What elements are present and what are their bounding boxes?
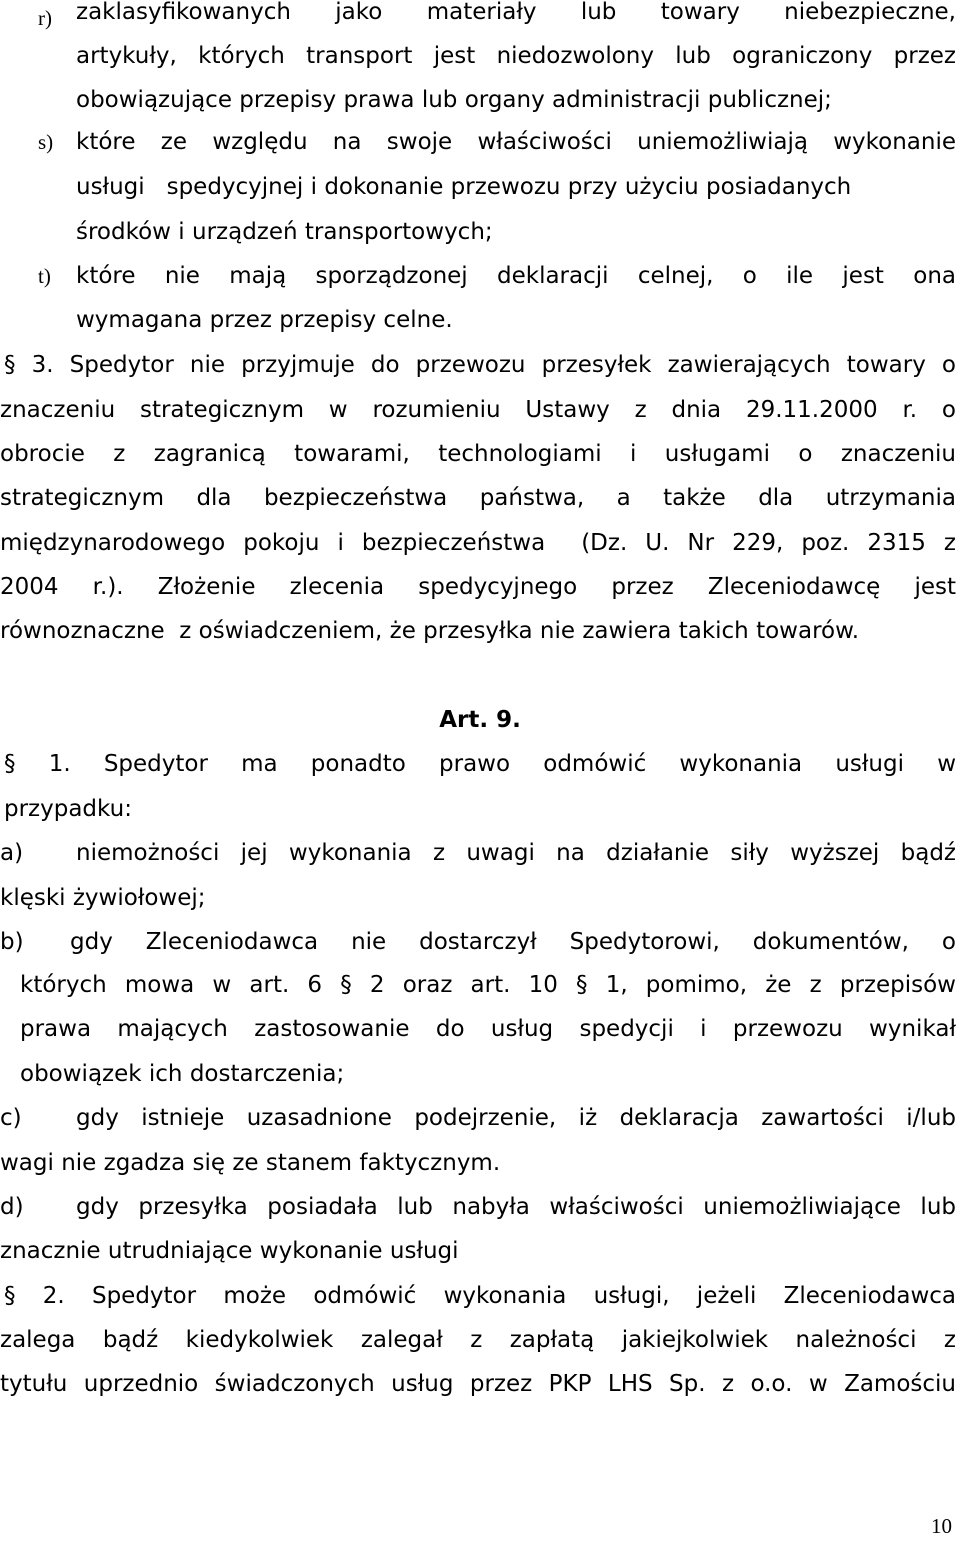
text-line: wagi nie zgadza się ze stanem faktycznym. [0,1150,501,1176]
text-line: których mowa w art. 6 § 2 oraz art. 10 § 1, pomimo, że z przepisów [20,972,956,998]
text-line: które ze względu na swoje właściwości uniemożliwiają wykonanie [76,129,956,155]
text-line: usługi spedycyjnej i dokonanie przewozu przy użyciu posiadanych [76,174,852,200]
text-line: artykuły, których transport jest niedozwolony lub ograniczony przez [76,43,956,69]
text-line: zaklasyfikowanych jako materiały lub towary niebezpieczne, [76,0,956,25]
text-line: znacznie utrudniające wykonanie usługi [0,1238,459,1264]
text-line: gdy Zleceniodawca nie dostarczył Spedytorowi, dokumentów, o [70,929,956,955]
item-marker: c) [0,1105,22,1131]
text-line: znaczeniu strategicznym w rozumieniu Ustawy z dnia 29.11.2000 r. o [0,397,956,423]
text-line: gdy przesyłka posiadała lub nabyła właściwości uniemożliwiające lub [76,1194,956,1220]
text-line: zalega bądź kiedykolwiek zalegał z zapłatą jakiejkolwiek należności z [0,1327,956,1353]
text-line: strategicznym dla bezpieczeństwa państwa, a także dla utrzymania [0,485,956,511]
text-line: obowiązek ich dostarczenia; [20,1061,345,1087]
text-line: tytułu uprzednio świadczonych usług przez PKP LHS Sp. z o.o. w Zamościu [0,1371,956,1397]
text-line: środków i urządzeń transportowych; [76,219,493,245]
text-line: prawa mających zastosowanie do usług spedycji i przewozu wynikał [20,1016,956,1042]
item-marker: b) [0,929,24,955]
text-line: gdy istnieje uzasadnione podejrzenie, iż deklaracja zawartości i/lub [76,1105,956,1131]
page-number: 10 [931,1514,952,1538]
text-line: międzynarodowego pokoju i bezpieczeństwa (Dz. U. Nr 229, poz. 2315 z [0,530,956,556]
text-line: przypadku: [4,796,132,822]
text-line: § 2. Spedytor może odmówić wykonania usługi, jeżeli Zleceniodawca [4,1283,956,1309]
item-marker: s) [38,130,54,154]
text-line: klęski żywiołowej; [0,885,206,911]
text-line: niemożności jej wykonania z uwagi na działanie siły wyższej bądź [76,840,956,866]
text-line: obowiązujące przepisy prawa lub organy administracji publicznej; [76,87,832,113]
text-line: obrocie z zagranicą towarami, technologiami i usługami o znaczeniu [0,441,956,467]
item-marker: d) [0,1194,24,1220]
item-marker: a) [0,840,24,866]
text-line: 2004 r.). Złożenie zlecenia spedycyjnego przez Zleceniodawcę jest [0,574,956,600]
text-line: § 1. Spedytor ma ponadto prawo odmówić wykonania usługi w [4,751,956,777]
text-line: § 3. Spedytor nie przyjmuje do przewozu przesyłek zawierających towary o [4,352,956,378]
item-marker: t) [38,264,51,288]
text-line: wymagana przez przepisy celne. [76,307,453,333]
article-heading: Art. 9. [439,707,521,733]
text-line: które nie mają sporządzonej deklaracji celnej, o ile jest ona [76,263,956,289]
text-line: równoznaczne z oświadczeniem, że przesyłka nie zawiera takich towarów. [0,618,860,644]
item-marker: r) [38,6,52,30]
